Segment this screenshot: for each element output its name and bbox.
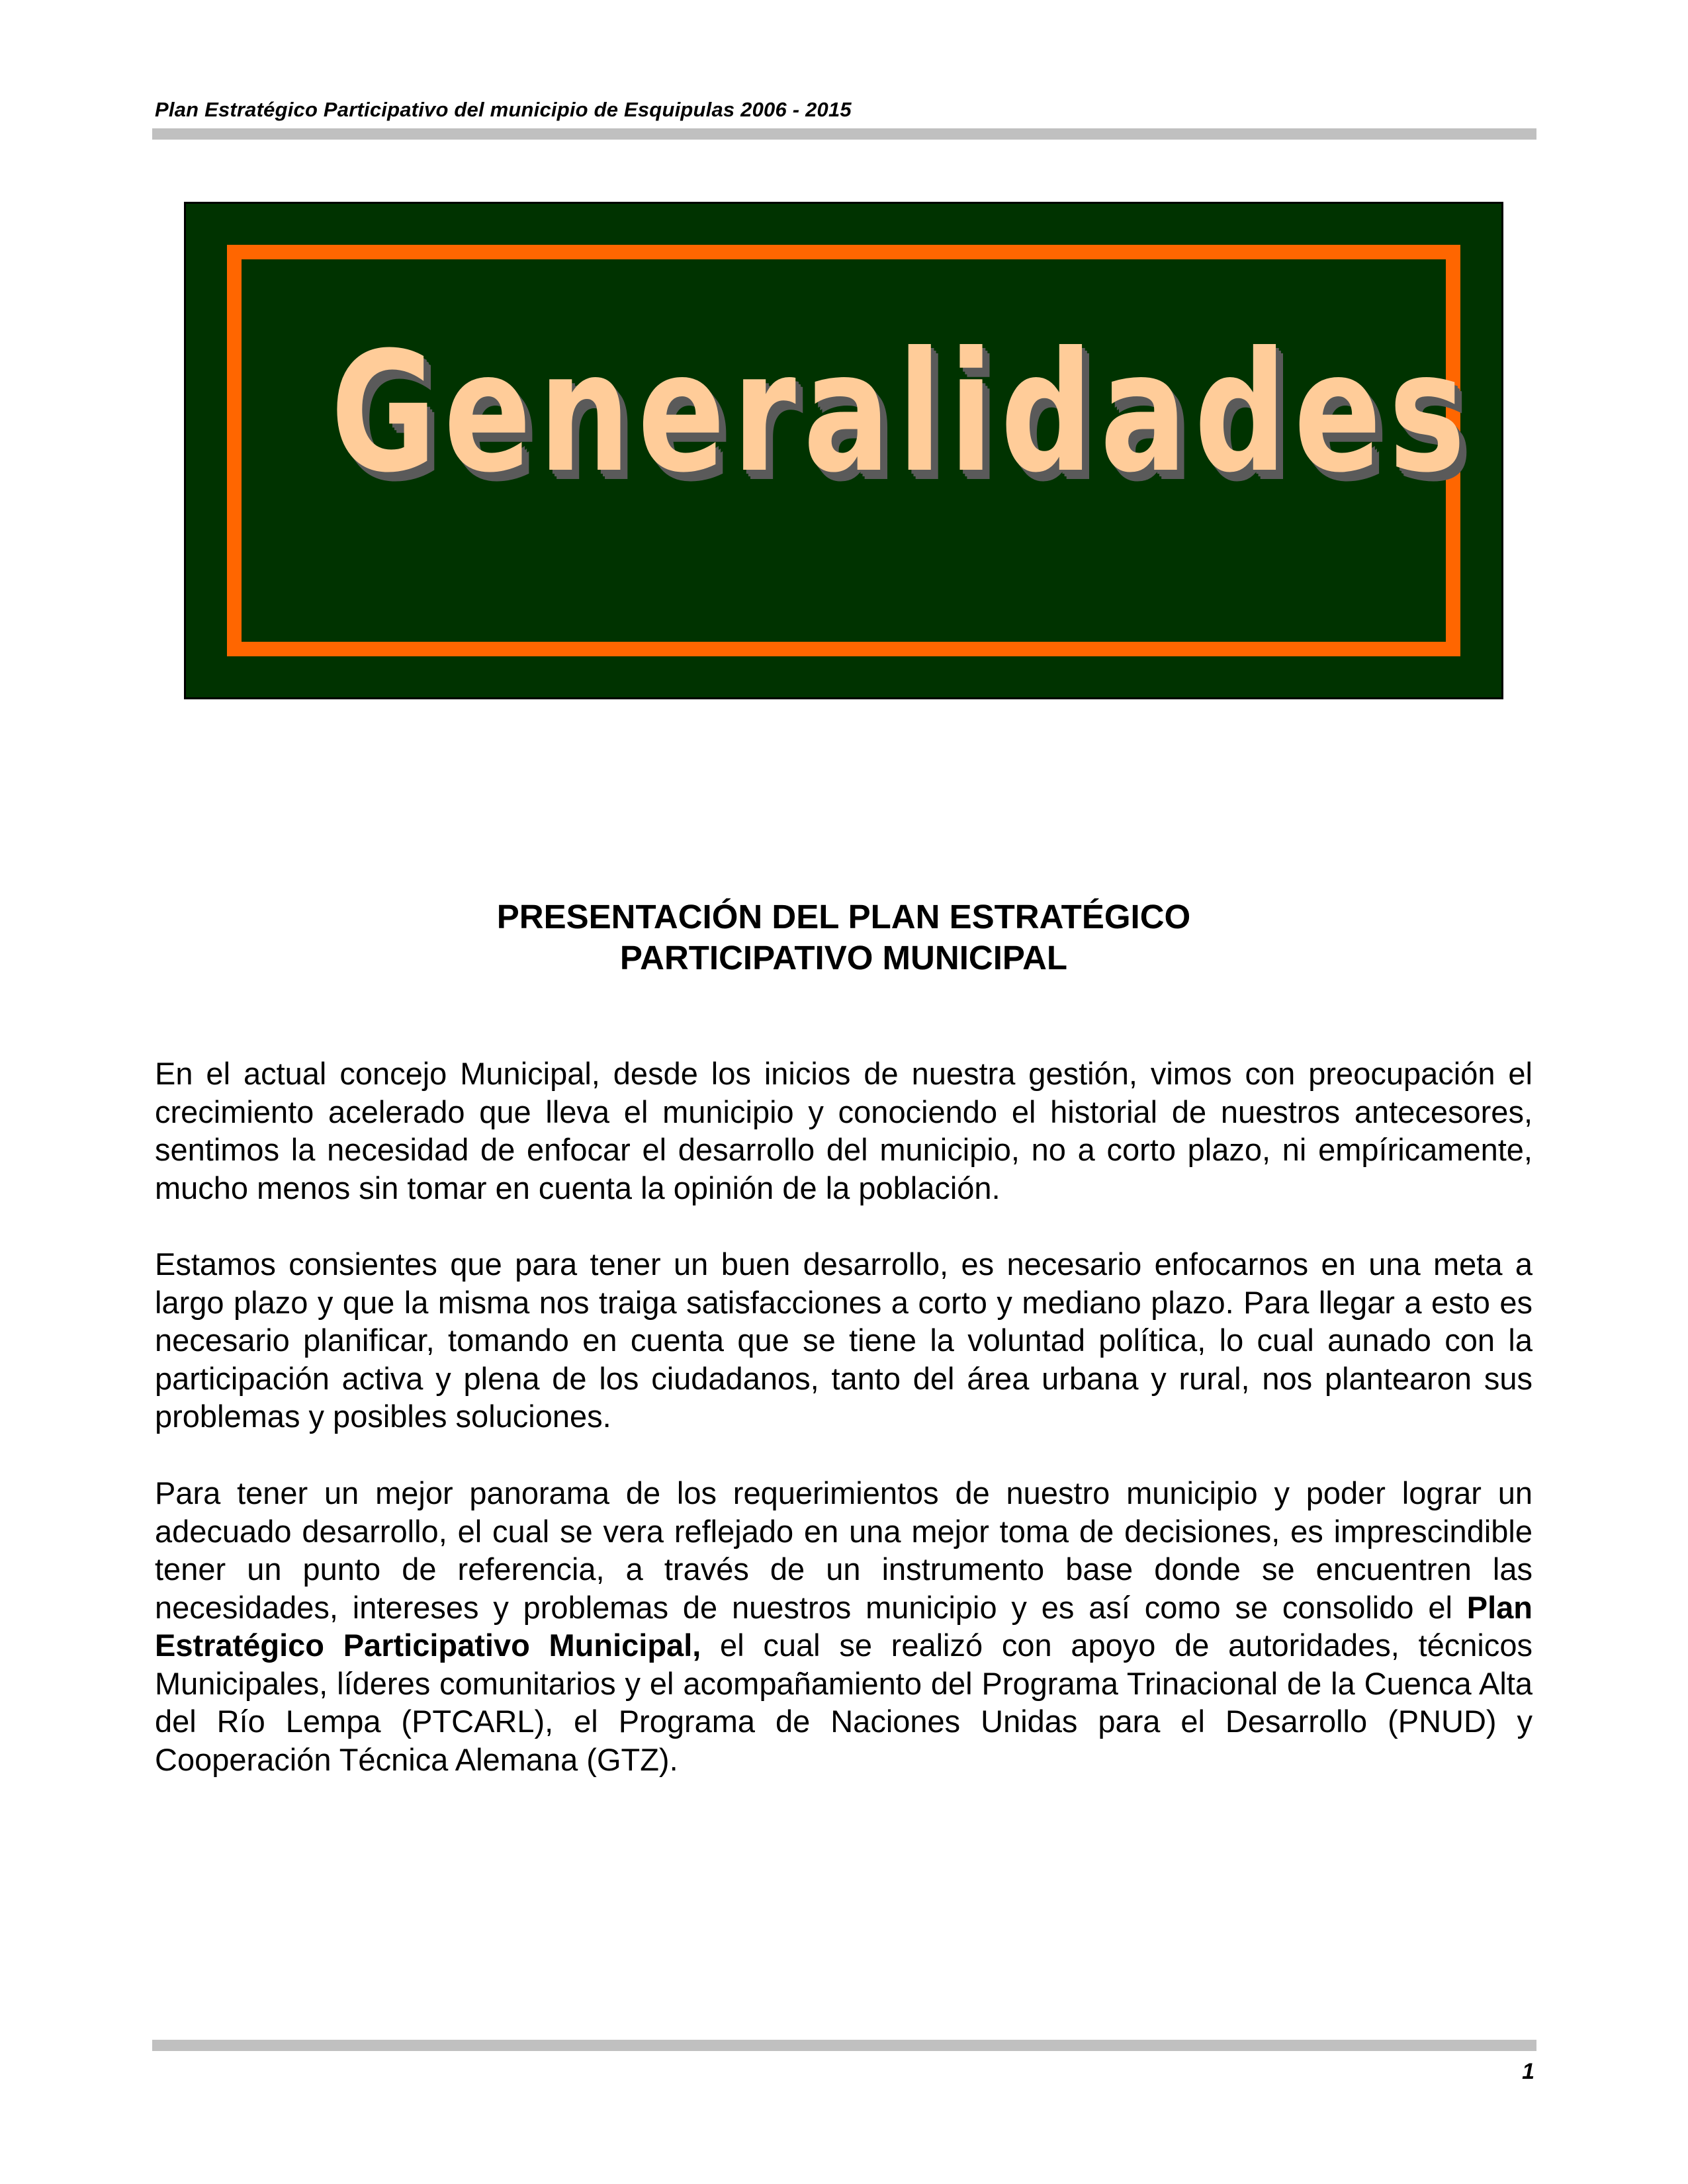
paragraph-3-text-after: el cual se realizó con apoyo de autoridades, técnicos Municipales, líderes comunitarios y el acompañamiento del Programa Trinacional de la Cuenca Alta del Río Lempa (PTCARL), el Programa de Naciones Unidas para el Desarrollo (PNUD) y Cooperación Técnica Alemana (GTZ). [155, 1628, 1533, 1777]
paragraph-1: En el actual concejo Municipal, desde los inicios de nuestra gestión, vimos con preocupación el crecimiento acelerado que lleva el municipio y conociendo el historial de nuestros antecesores, sentimos la necesidad de enfocar el desarrollo del municipio, no a corto plazo, ni empíricamente, mucho menos sin tomar en cuenta la opinión de la población. [155, 1056, 1533, 1205]
running-header: Plan Estratégico Participativo del municipio de Esquipulas 2006 - 2015 [155, 98, 852, 121]
footer-rule [152, 2040, 1536, 2051]
section-title-line-2: PARTICIPATIVO MUNICIPAL [619, 939, 1068, 977]
section-title [155, 896, 1533, 979]
banner-title: Generalidades [330, 316, 1473, 509]
page-number: 1 [1522, 2059, 1534, 2084]
paragraph-3 [155, 1474, 1533, 1778]
chapter-banner [184, 202, 1503, 699]
header-rule [152, 128, 1536, 140]
paragraph-2: Estamos consientes que para tener un buen desarrollo, es necesario enfocarnos en una meta a largo plazo y que la misma nos traiga satisfacciones a corto y mediano plazo. Para llegar a esto es necesario planificar, tomando en cuenta que se tiene la voluntad política, lo cual aunado con la participación activa y plena de los ciudadanos, tanto del área urbana y rural, nos plantearon sus problemas y posibles soluciones. [155, 1246, 1533, 1434]
plan-name-bold: Plan Estratégico Participativo Municipal, [155, 1589, 1533, 1663]
paragraph-3-text-before: Para tener un mejor panorama de los requerimientos de nuestro municipio y poder lograr un adecuado desarrollo, el cual se vera reflejado en una mejor toma de decisiones, es imprescindible tener un punto de referencia, a través de un instrumento base donde se encuentren las necesidades, intereses y problemas de nuestros municipio y es así como se consolido el [155, 1475, 1533, 1625]
section-title-line-1: PRESENTACIÓN DEL PLAN ESTRATÉGICO [496, 898, 1191, 936]
